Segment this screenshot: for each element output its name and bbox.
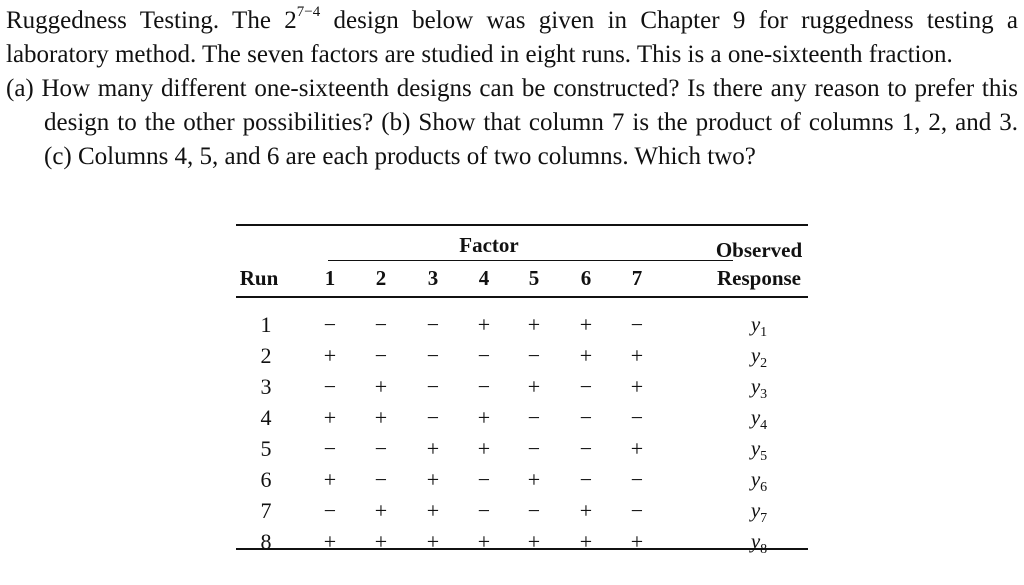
factor-level-sign: + [579,312,593,337]
run-number: 8 [260,529,272,554]
response-symbol: y [750,467,761,491]
factor-spanner-rule [328,260,733,261]
factor-level-sign: + [527,529,541,554]
run-number: 4 [260,405,272,430]
factor-level-sign: + [527,374,541,399]
factor-level-sign: − [374,343,388,368]
intro-rest: design below was given in Chapter 9 for ruggedness testing a laboratory method. The seven factors are studied in eight runs. This is a one-sixteenth fraction. [6,7,1018,68]
response-subscript: 8 [760,542,768,558]
factor-level-sign: + [374,498,388,523]
observed-response [739,498,779,527]
factor-level-sign: − [579,436,593,461]
response-header-line2: Response [716,266,801,290]
response-symbol: y [750,436,761,460]
factor-level-sign: + [579,343,593,368]
factor-column-header: 7 [631,266,643,290]
factor-level-sign: + [426,467,440,492]
observed-response [739,374,779,403]
factor-level-sign: − [323,498,337,523]
factor-level-sign: + [323,467,337,492]
run-header: Run [239,266,279,290]
factor-level-sign: + [323,405,337,430]
factor-level-sign: − [527,436,541,461]
factor-level-sign: + [579,529,593,554]
factor-level-sign: − [579,467,593,492]
factor-level-sign: − [374,467,388,492]
response-subscript: 5 [760,449,768,465]
factor-level-sign: − [579,405,593,430]
factor-level-sign: − [477,374,491,399]
factor-level-sign: − [426,312,440,337]
response-symbol: y [750,312,761,336]
factor-level-sign: + [477,405,491,430]
factor-level-sign: + [630,529,644,554]
response-symbol: y [750,529,761,553]
factor-level-sign: − [630,467,644,492]
factor-column-header: 1 [324,266,336,290]
factor-level-sign: + [426,436,440,461]
factor-level-sign: − [426,405,440,430]
run-number: 1 [260,312,272,337]
factor-column-header: 3 [427,266,439,290]
factor-level-sign: + [527,467,541,492]
response-subscript: 3 [760,387,768,403]
observed-response [739,467,779,496]
factor-level-sign: + [323,343,337,368]
table-top-rule [236,224,808,226]
observed-response [739,436,779,465]
factor-level-sign: + [477,436,491,461]
factor-level-sign: − [477,343,491,368]
table-header-rule [236,296,808,298]
factor-level-sign: − [323,312,337,337]
factor-level-sign: + [630,343,644,368]
response-subscript: 2 [760,356,768,372]
factor-level-sign: + [579,498,593,523]
response-header-line1: Observed [715,238,803,262]
factor-level-sign: − [477,467,491,492]
factor-level-sign: − [426,374,440,399]
factor-level-sign: + [630,374,644,399]
factor-level-sign: + [374,374,388,399]
factor-level-sign: + [426,529,440,554]
factor-level-sign: + [426,498,440,523]
factor-level-sign: − [527,343,541,368]
problem-intro [6,4,1018,72]
observed-response [739,529,779,558]
factor-level-sign: − [527,498,541,523]
factor-level-sign: − [630,312,644,337]
response-subscript: 4 [760,418,768,434]
factor-level-sign: − [323,436,337,461]
run-number: 5 [260,436,272,461]
factor-header: Factor [459,233,519,257]
factor-level-sign: + [630,436,644,461]
observed-response [739,343,779,372]
factor-level-sign: + [374,405,388,430]
run-number: 3 [260,374,272,399]
response-subscript: 6 [760,480,768,496]
response-symbol: y [750,498,761,522]
factor-level-sign: − [527,405,541,430]
observed-response [739,405,779,434]
response-subscript: 1 [760,325,768,341]
factor-level-sign: − [630,498,644,523]
factor-column-header: 2 [375,266,387,290]
design-exponent: 7−4 [296,4,321,20]
factor-level-sign: − [374,436,388,461]
observed-response [739,312,779,341]
run-number: 6 [260,467,272,492]
factor-level-sign: − [374,312,388,337]
factor-level-sign: + [527,312,541,337]
problem-statement [6,4,1018,174]
response-symbol: y [750,405,761,429]
factor-level-sign: + [477,529,491,554]
response-subscript: 7 [760,511,768,527]
factor-level-sign: − [323,374,337,399]
factor-level-sign: + [374,529,388,554]
factor-level-sign: − [579,374,593,399]
problem-parts: (a) How many different one-sixteenth designs can be constructed? Is there any reason to prefer this design to the other possibilities? (b) Show that column 7 is the product of columns 1, 2, and 3. (c) Columns 4, 5, and 6 are each products of two columns. Which two? [6,75,1018,170]
run-number: 2 [260,343,272,368]
run-number: 7 [260,498,272,523]
intro-start: Ruggedness Testing. The 2 [6,7,297,34]
factor-level-sign: + [477,312,491,337]
factor-column-header: 4 [478,266,490,290]
factor-level-sign: − [477,498,491,523]
factor-column-header: 5 [528,266,540,290]
factor-level-sign: − [630,405,644,430]
factor-column-header: 6 [580,266,592,290]
factor-level-sign: − [426,343,440,368]
response-symbol: y [750,343,761,367]
response-symbol: y [750,374,761,398]
factor-level-sign: + [323,529,337,554]
